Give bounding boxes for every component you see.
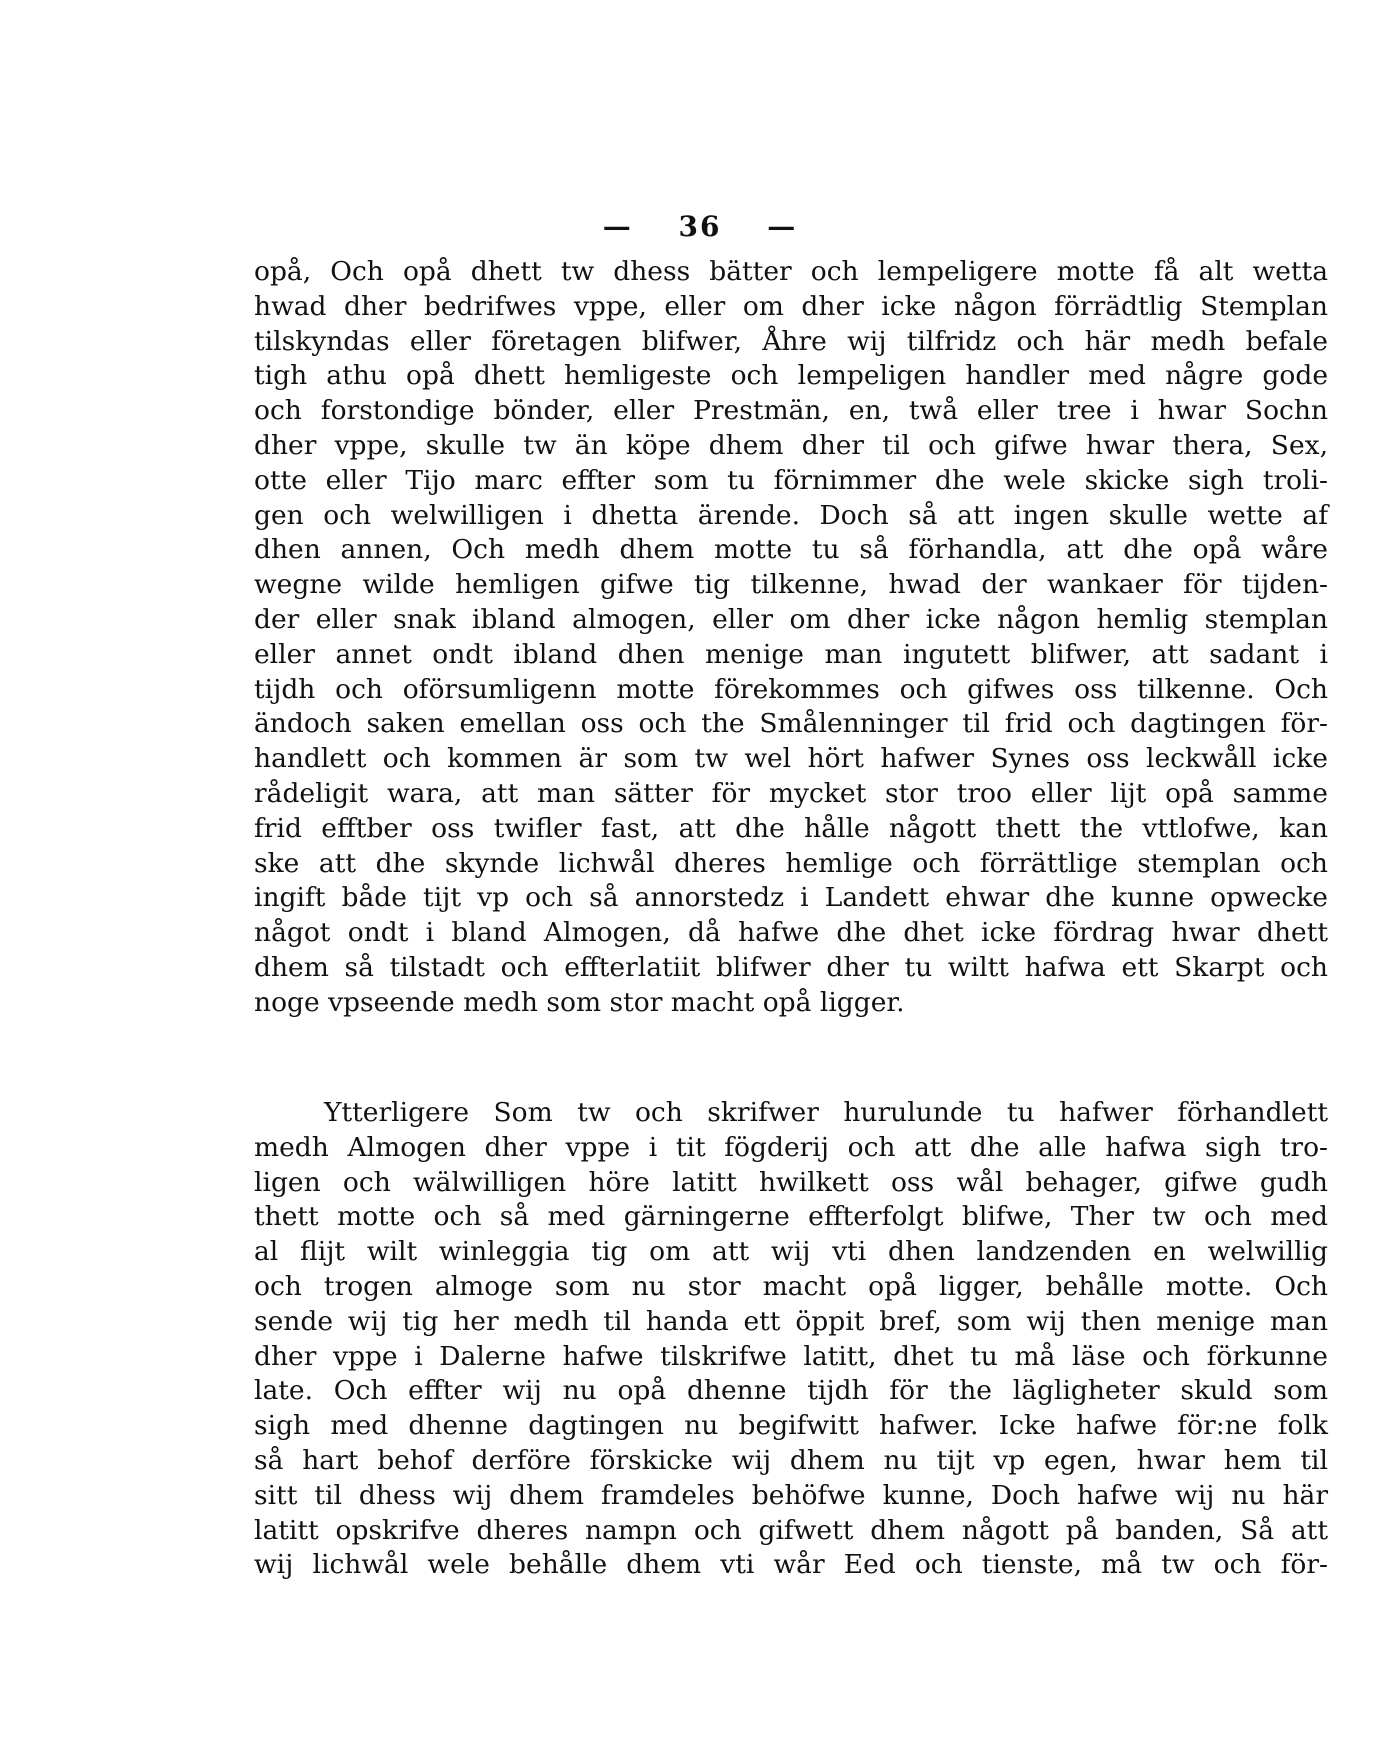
text-line: ändoch saken emellan oss och the Smålenninger til frid och dagtingen för- [254, 708, 1328, 740]
text-line: hwad dher bedrifwes vppe, eller om dher icke någon förrädtlig Stemplan [254, 290, 1328, 322]
text-line: tijdh och oförsumligenn motte förekommes och gifwes oss tilkenne. Och [254, 673, 1328, 705]
text-line: late. Och effter wij nu opå dhenne tijdh för the lägligheter skuld som [254, 1375, 1328, 1407]
header-left-dash: — [602, 210, 633, 243]
text-line: medh Almogen dher vppe i tit fögderij och att dhe alle hafwa sigh tro- [254, 1131, 1328, 1163]
page-header [0, 210, 1400, 243]
text-line: tilskyndas eller företagen blifwer, Åhre wij tilfridz och här medh befale [254, 325, 1328, 357]
paragraph-2 [254, 1096, 1328, 1583]
text-line: ske att dhe skynde lichwål dheres hemlige och förrättlige stemplan och [254, 847, 1328, 879]
paragraph-1 [254, 255, 1328, 1021]
text-line: så hart behof derföre förskicke wij dhem nu tijt vp egen, hwar hem til [254, 1444, 1328, 1476]
text-line: frid efftber oss twifler fast, att dhe hålle någott thett the vttlofwe, kan [254, 812, 1328, 844]
text-line: wegne wilde hemligen gifwe tig tilkenne, hwad der wankaer för tijden- [254, 569, 1328, 601]
header-right-dash: — [767, 210, 798, 243]
page-number: 36 [678, 210, 722, 243]
text-line: sitt til dhess wij dhem framdeles behöfwe kunne, Doch hafwe wij nu här [254, 1479, 1328, 1511]
text-line: och forstondige bönder, eller Prestmän, en, twå eller tree i hwar Sochn [254, 395, 1328, 427]
text-line: dhen annen, Och medh dhem motte tu så förhandla, att dhe opå wåre [254, 534, 1328, 566]
text-line: och trogen almoge som nu stor macht opå ligger, behålle motte. Och [254, 1270, 1328, 1302]
text-line: handlett och kommen är som tw wel hört hafwer Synes oss leckwåll icke [254, 743, 1328, 775]
text-line: latitt opskrifve dheres nampn och gifwett dhem någott på banden, Så att [254, 1514, 1328, 1546]
text-line: noge vpseende medh som stor macht opå ligger. [254, 986, 905, 1018]
text-line: sigh med dhenne dagtingen nu begifwitt hafwer. Icke hafwe för:ne folk [254, 1410, 1328, 1442]
text-line: opå, Och opå dhett tw dhess bätter och lempeligere motte få alt wetta [254, 256, 1328, 287]
text-line: tigh athu opå dhett hemligeste och lempeligen handler med någre gode [254, 360, 1328, 392]
text-line: eller annet ondt ibland dhen menige man ingutett blifwer, att sadant i [254, 638, 1328, 670]
text-line: Ytterligere Som tw och skrifwer hurulunde tu hafwer förhandlett [324, 1097, 1328, 1128]
text-line: sende wij tig her medh til handa ett öppit bref, som wij then menige man [254, 1305, 1328, 1337]
text-line: thett motte och så med gärningerne effterfolgt blifwe, Ther tw och med [254, 1201, 1328, 1233]
text-line: ingift både tijt vp och så annorstedz i Landett ehwar dhe kunne opwecke [254, 882, 1328, 914]
text-line: dhem så tilstadt och effterlatiit blifwer dher tu wiltt hafwa ett Skarpt och [254, 951, 1328, 983]
text-line: dher vppe, skulle tw än köpe dhem dher til och gifwe hwar thera, Sex, [254, 429, 1328, 461]
text-line: der eller snak ibland almogen, eller om dher icke någon hemlig stemplan [254, 603, 1328, 635]
text-line: ligen och wälwilligen höre latitt hwilkett oss wål behager, gifwe gudh [254, 1166, 1328, 1198]
text-line: otte eller Tijo marc effter som tu förnimmer dhe wele skicke sigh troli- [254, 464, 1328, 496]
text-line: gen och welwilligen i dhetta ärende. Doch så att ingen skulle wette af [254, 499, 1328, 531]
text-line: något ondt i bland Almogen, då hafwe dhe dhet icke fördrag hwar dhett [254, 917, 1328, 949]
text-line: rådeligit wara, att man sätter för mycket stor troo eller lijt opå samme [254, 777, 1328, 809]
text-line: dher vppe i Dalerne hafwe tilskrifwe latitt, dhet tu må läse och förkunne [254, 1340, 1328, 1372]
text-line: wij lichwål wele behålle dhem vti wår Eed och tienste, må tw och för- [254, 1549, 1328, 1581]
text-line: al flijt wilt winleggia tig om att wij vti dhen landzenden en welwillig [254, 1236, 1328, 1268]
